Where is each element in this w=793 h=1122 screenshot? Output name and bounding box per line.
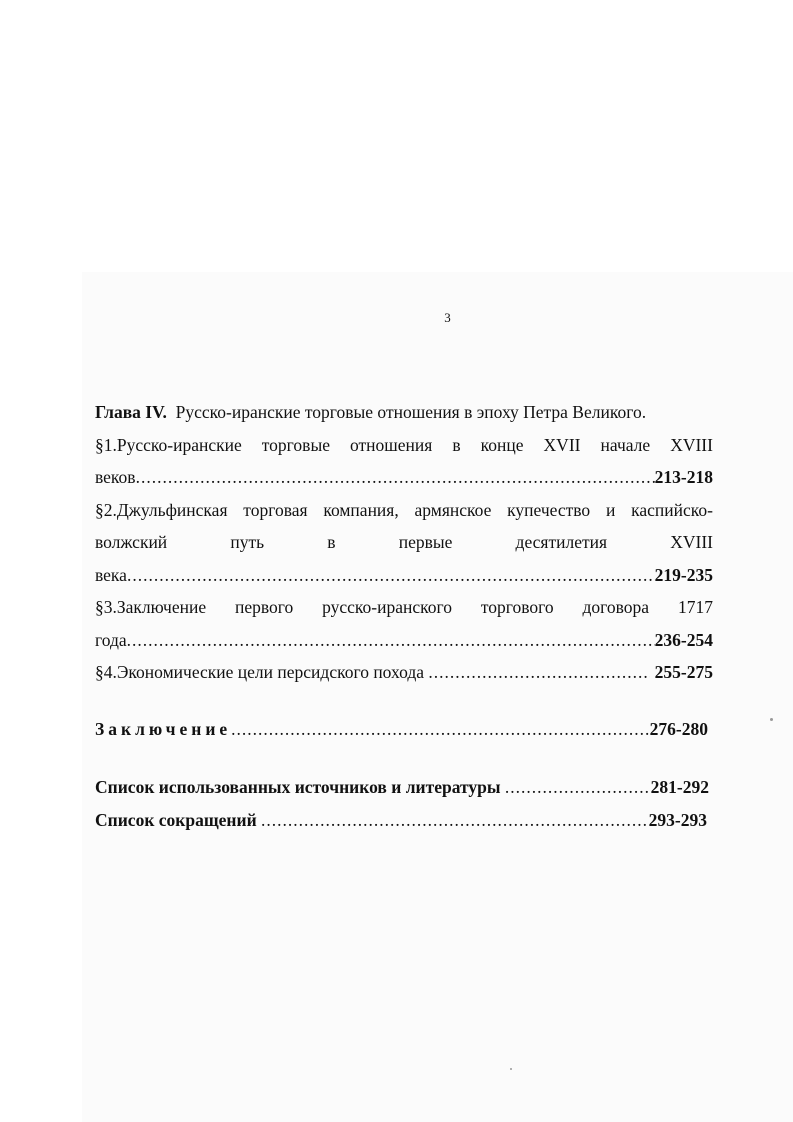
word: каспийско- [631, 499, 713, 520]
toc-entry-s2-line1 [95, 494, 713, 527]
word: торгового [480, 597, 554, 617]
entry-text: §4.Экономические цели персидского похода [95, 662, 424, 682]
word: в [452, 434, 461, 455]
dot-leader [231, 713, 650, 746]
table-of-contents [95, 396, 713, 836]
entry-text: Список сокращений [95, 809, 257, 830]
word: конце [480, 434, 524, 455]
word: путь [230, 532, 265, 552]
chapter-label: Глава IV. [95, 402, 167, 422]
dot-leader [127, 624, 655, 657]
page-range: 276-280 [649, 718, 708, 739]
page-range: 236-254 [654, 629, 713, 650]
page-range: 293-293 [648, 809, 707, 830]
dot-leader [428, 656, 650, 689]
entry-text: века [95, 564, 127, 585]
word: §2.Джульфинская [95, 499, 228, 520]
toc-entry-bibliography [95, 771, 713, 804]
page-range: 281-292 [650, 777, 709, 797]
toc-entry-s1-line1 [95, 429, 713, 462]
page-range: 213-218 [654, 467, 713, 487]
word: русско-иранского [322, 597, 452, 617]
scan-speck [770, 718, 773, 721]
word: XVII [543, 434, 581, 455]
word: и [605, 499, 616, 520]
word: договора [582, 597, 650, 617]
word: отношения [350, 434, 433, 455]
toc-entry-s3-line2 [95, 624, 713, 657]
page-number: 3 [444, 310, 451, 325]
word: 1717 [677, 597, 713, 617]
chapter-title: Русско-иранские торговые отношения в эпоху Петра Великого. [175, 402, 647, 422]
word: XVIII [670, 434, 713, 455]
toc-entry-s4 [95, 656, 713, 689]
word: XVIII [670, 532, 713, 552]
word: компания, [323, 499, 399, 520]
entry-text: Заключение [95, 718, 232, 739]
word: торговые [261, 434, 330, 455]
dot-leader [261, 804, 649, 837]
page-range: 255-275 [654, 662, 713, 682]
toc-entry-s1-line2 [95, 461, 713, 494]
word: торговая [243, 499, 308, 520]
word: в [327, 532, 336, 552]
chapter-heading [95, 396, 713, 429]
toc-entry-s2-line2 [95, 526, 713, 559]
dot-leader [136, 461, 655, 494]
toc-entry-abbreviations [95, 804, 713, 837]
word: первые [398, 532, 453, 552]
word: купечество [507, 499, 591, 520]
word: армянское [414, 499, 492, 520]
word: §3.Заключение [95, 597, 207, 617]
word: десятилетия [515, 532, 608, 552]
scan-speck [510, 1068, 512, 1070]
word: §1.Русско-иранские [95, 434, 242, 455]
toc-entry-conclusion [95, 713, 713, 746]
word: первого [234, 597, 294, 617]
word: начале [600, 434, 651, 455]
spacer [95, 745, 713, 771]
dot-leader [127, 559, 655, 592]
word: волжский [95, 532, 168, 552]
toc-entry-s3-line1 [95, 591, 713, 624]
entry-text: года [95, 629, 127, 650]
entry-text: Список использованных источников и литературы [95, 777, 501, 797]
toc-entry-s2-line3 [95, 559, 713, 592]
dot-leader [505, 771, 651, 804]
page-range: 219-235 [654, 564, 713, 585]
entry-text: веков [95, 467, 136, 487]
spacer [95, 689, 713, 713]
